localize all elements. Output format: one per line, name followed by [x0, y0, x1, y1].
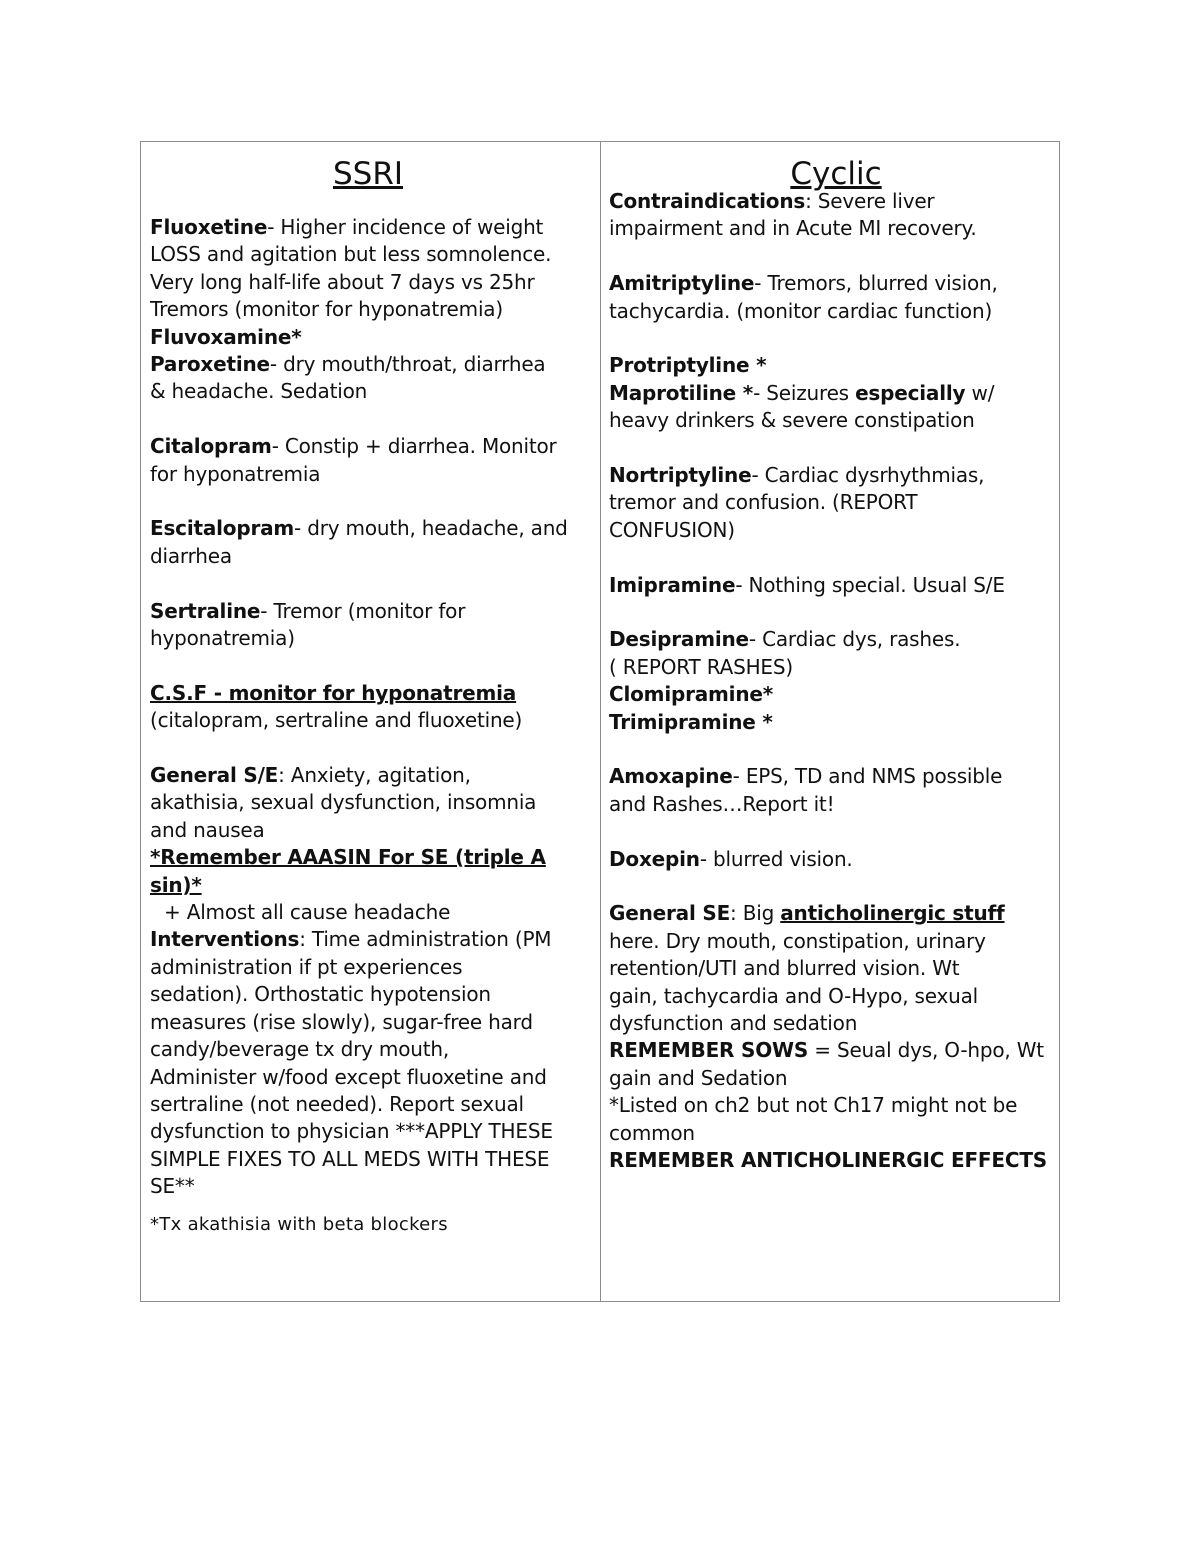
ssri-general-line-1	[150, 762, 586, 789]
ssri-general-line-3: and nausea	[150, 817, 265, 842]
fluoxetine-name: Fluoxetine	[150, 215, 268, 239]
sows-line-1	[609, 1037, 1049, 1064]
contraindications-label: Contraindications	[609, 189, 806, 213]
csf-line-2: (citalopram, sertraline and fluoxetine)	[150, 708, 523, 733]
amoxapine-text-1: - EPS, TD and NMS possible	[732, 764, 1003, 789]
headache-note: + Almost all cause headache	[164, 900, 451, 925]
sows-label: REMEMBER SOWS	[609, 1038, 809, 1063]
paroxetine-text-1: - dry mouth/throat, diarrhea	[269, 352, 546, 377]
interventions-line-1	[150, 926, 586, 953]
sows-line-2: gain and Sedation	[609, 1065, 788, 1090]
interventions-line-3: sedation). Orthostatic hypotension	[150, 982, 491, 1007]
amoxapine-line-1	[609, 763, 1049, 790]
ssri-general-line-2: akathisia, sexual dysfunction, insomnia	[150, 790, 537, 815]
aaasin-line-2: sin)*	[150, 872, 202, 897]
clomipramine-line: Clomipramine*	[609, 682, 774, 707]
cyclic-general-label: General SE	[609, 901, 731, 926]
sertraline-line-2: hyponatremia)	[150, 626, 295, 651]
imipramine-text-1: - Nothing special. Usual S/E	[735, 572, 1005, 597]
escitalopram-name: Escitalopram	[150, 516, 295, 541]
fluoxetine-line-4: Tremors (monitor for hyponatremia)	[150, 297, 503, 322]
doxepin-line-1	[609, 846, 1049, 873]
maprotiline-line-2: heavy drinkers & severe constipation	[609, 408, 975, 433]
imipramine-name: Imipramine	[609, 572, 736, 597]
contraindications-line-2: impairment and in Acute MI recovery.	[609, 216, 977, 241]
escitalopram-line-2: diarrhea	[150, 543, 232, 568]
citalopram-line-2: for hyponatremia	[150, 461, 321, 486]
sows-text-1: = Seual dys, O-hpo, Wt	[808, 1038, 1044, 1063]
interventions-text-1: : Time administration (PM	[299, 927, 552, 952]
ssri-title: SSRI	[332, 156, 404, 192]
nortriptyline-line-1	[609, 462, 1049, 489]
desipramine-text-1: - Cardiac dys, rashes.	[748, 627, 961, 652]
sertraline-name: Sertraline	[150, 598, 261, 623]
fluoxetine-text-1: - Higher incidence of weight	[267, 215, 544, 239]
listed-line-2: common	[609, 1120, 695, 1145]
escitalopram-line-1	[150, 515, 586, 542]
citalopram-name: Citalopram	[150, 434, 272, 459]
maprotiline-text-1a: - Seizures	[753, 380, 856, 405]
maprotiline-text-1c: w/	[965, 380, 995, 405]
interventions-line-4: measures (rise slowly), sugar-free hard	[150, 1009, 533, 1034]
paroxetine-line-1	[150, 351, 586, 378]
cyclic-general-line-5: dysfunction and sedation	[609, 1011, 858, 1036]
cyclic-general-line-3: retention/UTI and blurred vision. Wt	[609, 956, 960, 981]
amoxapine-line-2: and Rashes…Report it!	[609, 791, 835, 816]
amitriptyline-text-1: - Tremors, blurred vision,	[754, 271, 998, 296]
nortriptyline-line-2: tremor and confusion. (REPORT	[609, 490, 918, 515]
akathisia-footnote: *Tx akathisia with beta blockers	[150, 1213, 448, 1235]
cyclic-general-text-1a: : Big	[730, 901, 781, 926]
interventions-line-10: SE**	[150, 1174, 195, 1199]
cyclic-column	[601, 142, 1059, 1301]
amoxapine-name: Amoxapine	[609, 764, 733, 789]
maprotiline-name: Maprotiline *	[609, 380, 754, 405]
cyclic-general-line-1	[609, 900, 1049, 927]
escitalopram-text-1: - dry mouth, headache, and	[294, 516, 568, 541]
interventions-line-9: SIMPLE FIXES TO ALL MEDS WITH THESE	[150, 1146, 550, 1171]
interventions-line-7: sertraline (not needed). Report sexual	[150, 1091, 524, 1116]
fluoxetine-line-1	[150, 214, 586, 241]
ssri-general-label: General S/E	[150, 763, 279, 788]
nortriptyline-line-3: CONFUSION)	[609, 517, 735, 542]
desipramine-line-2: ( REPORT RASHES)	[609, 654, 793, 679]
contraindications-text-1: : Severe liver	[805, 189, 935, 213]
paroxetine-name: Paroxetine	[150, 352, 270, 377]
sertraline-text-1: - Tremor (monitor for	[260, 598, 466, 623]
protriptyline-line: Protriptyline *	[609, 353, 767, 378]
drug-comparison-table	[140, 141, 1060, 1302]
imipramine-line-1	[609, 572, 1049, 599]
maprotiline-line-1	[609, 380, 1049, 407]
aaasin-line-1: *Remember AAASIN For SE (triple A	[150, 845, 546, 870]
interventions-line-6: Administer w/food except fluoxetine and	[150, 1064, 547, 1089]
cyclic-general-line-2: here. Dry mouth, constipation, urinary	[609, 928, 986, 953]
anticholinergic-stuff: anticholinergic stuff	[780, 901, 1005, 926]
desipramine-line-1	[609, 626, 1049, 653]
ssri-column	[141, 142, 601, 1301]
interventions-line-5: candy/beverage tx dry mouth,	[150, 1037, 449, 1062]
contraindications-line-1	[609, 188, 1049, 215]
nortriptyline-name: Nortriptyline	[609, 463, 752, 488]
cyclic-general-line-4: gain, tachycardia and O-Hypo, sexual	[609, 983, 979, 1008]
nortriptyline-text-1: - Cardiac dysrhythmias,	[751, 463, 985, 488]
anticholinergic-effects-line: REMEMBER ANTICHOLINERGIC EFFECTS	[609, 1148, 1047, 1173]
fluvoxamine-line: Fluvoxamine*	[150, 324, 302, 349]
amitriptyline-name: Amitriptyline	[609, 271, 755, 296]
amitriptyline-line-1	[609, 270, 1049, 297]
citalopram-line-1	[150, 433, 586, 460]
doxepin-name: Doxepin	[609, 846, 700, 871]
desipramine-name: Desipramine	[609, 627, 749, 652]
trimipramine-line: Trimipramine *	[609, 709, 773, 734]
listed-line-1: *Listed on ch2 but not Ch17 might not be	[609, 1093, 1018, 1118]
cyclic-title: Cyclic	[790, 156, 882, 192]
interventions-line-8: dysfunction to physician ***APPLY THESE	[150, 1119, 553, 1144]
maprotiline-text-1b: especially	[855, 380, 966, 405]
paroxetine-line-2: & headache. Sedation	[150, 379, 368, 404]
citalopram-text-1: - Constip + diarrhea. Monitor	[271, 434, 557, 459]
ssri-general-text-1: : Anxiety, agitation,	[278, 763, 471, 788]
csf-heading: C.S.F - monitor for hyponatremia	[150, 680, 517, 705]
interventions-label: Interventions	[150, 927, 300, 952]
fluoxetine-line-2: LOSS and agitation but less somnolence.	[150, 242, 552, 267]
fluoxetine-line-3: Very long half-life about 7 days vs 25hr	[150, 269, 535, 294]
interventions-line-2: administration if pt experiences	[150, 954, 463, 979]
sertraline-line-1	[150, 598, 586, 625]
doxepin-text-1: - blurred vision.	[699, 846, 853, 871]
amitriptyline-line-2: tachycardia. (monitor cardiac function)	[609, 298, 993, 323]
